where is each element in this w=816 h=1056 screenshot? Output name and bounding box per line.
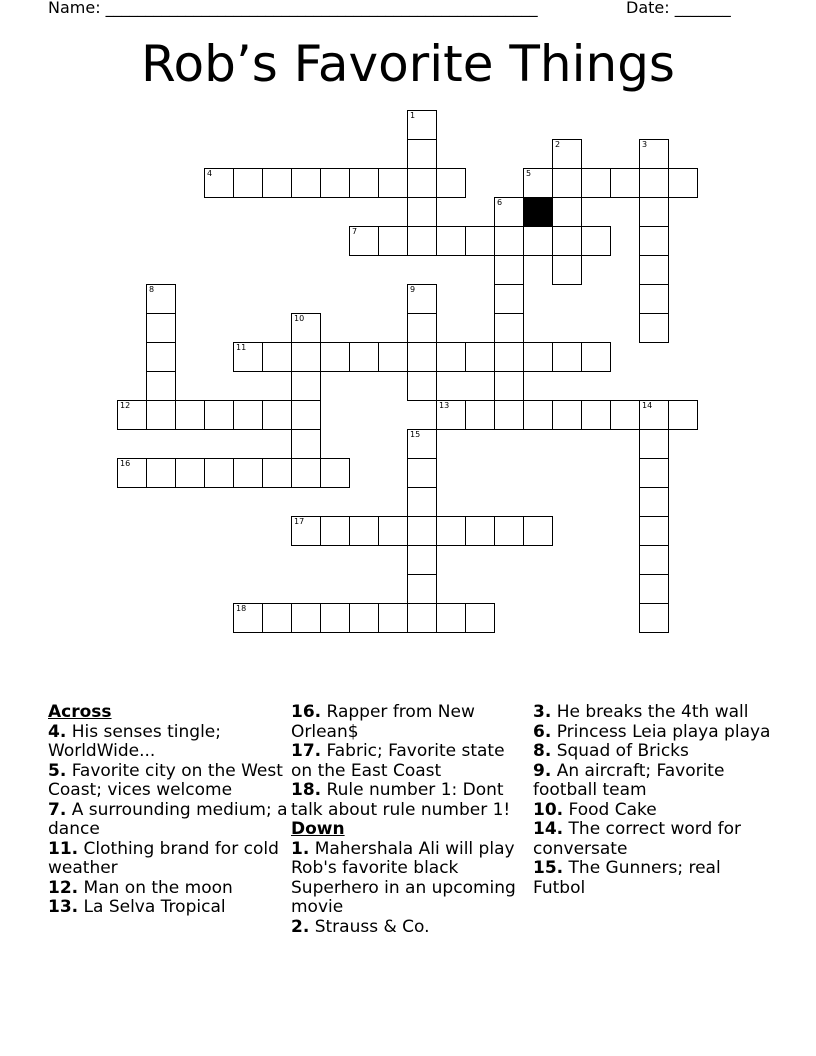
grid-cell[interactable] (233, 342, 263, 372)
grid-cell[interactable] (262, 603, 292, 633)
grid-cell[interactable] (639, 197, 669, 227)
grid-cell[interactable] (523, 226, 553, 256)
grid-cell[interactable] (378, 226, 408, 256)
grid-cell[interactable] (436, 603, 466, 633)
grid-cell[interactable] (262, 400, 292, 430)
clue-number: 6. (533, 721, 552, 742)
grid-cell[interactable] (407, 342, 437, 372)
clue-number: 13. (48, 897, 79, 917)
clue-number: 14. (533, 819, 564, 839)
clue-number: 18. (291, 780, 322, 800)
grid-cell[interactable] (378, 168, 408, 198)
grid-cell[interactable] (436, 342, 466, 372)
grid-cell[interactable] (639, 168, 669, 198)
grid-cell[interactable] (407, 197, 437, 227)
grid-cell[interactable] (639, 603, 669, 633)
grid-cell[interactable] (639, 139, 669, 169)
grid-cell[interactable] (436, 400, 466, 430)
grid-cell[interactable] (320, 603, 350, 633)
grid-cell[interactable] (262, 168, 292, 198)
grid-cell[interactable] (407, 545, 437, 575)
grid-cell[interactable] (639, 400, 669, 430)
clue-number: 4 (207, 169, 213, 178)
grid-cell[interactable] (349, 516, 379, 546)
grid-cell[interactable] (146, 284, 176, 314)
clue-number: 1. (291, 838, 310, 859)
grid-cell[interactable] (639, 429, 669, 459)
clue-text: La Selva Tropical (78, 897, 226, 917)
clue-number: 7 (352, 227, 358, 236)
clue (533, 859, 773, 898)
clue-number: 8. (533, 741, 552, 761)
clue-number: 5 (526, 169, 532, 178)
clue-number: 13 (439, 401, 450, 410)
clue (48, 762, 288, 801)
grid-cell[interactable] (320, 458, 350, 488)
clue (533, 820, 773, 859)
grid-cell[interactable] (523, 516, 553, 546)
grid-cell[interactable] (407, 284, 437, 314)
clue (533, 723, 773, 743)
clue (533, 703, 773, 723)
grid-cell[interactable] (291, 342, 321, 372)
clue (533, 742, 773, 762)
grid-cell[interactable] (378, 516, 408, 546)
grid-cell[interactable] (465, 342, 495, 372)
grid-cell[interactable] (407, 371, 437, 401)
grid-cell[interactable] (204, 168, 234, 198)
grid-cell[interactable] (407, 574, 437, 604)
grid-cell[interactable] (320, 516, 350, 546)
clue-number: 1 (410, 111, 416, 120)
grid-cell[interactable] (291, 516, 321, 546)
grid-cell[interactable] (465, 516, 495, 546)
grid-cell[interactable] (146, 342, 176, 372)
grid-cell[interactable] (117, 458, 147, 488)
clue-number: 17 (294, 517, 305, 526)
grid-cell[interactable] (378, 603, 408, 633)
down-clue-list-continued (533, 703, 773, 898)
clue-number: 18 (236, 604, 247, 613)
grid-cell[interactable] (204, 400, 234, 430)
grid-cell[interactable] (494, 226, 524, 256)
grid-cell[interactable] (407, 226, 437, 256)
grid-cell[interactable] (407, 168, 437, 198)
clue-number: 3. (533, 702, 552, 722)
grid-cell[interactable] (552, 226, 582, 256)
grid-cell[interactable] (639, 516, 669, 546)
clue-number: 11. (48, 838, 79, 859)
grid-cell[interactable] (552, 342, 582, 372)
across-clue-list (48, 723, 288, 918)
clue (533, 801, 773, 821)
grid-cell[interactable] (552, 255, 582, 285)
clue (291, 781, 531, 820)
clue-number: 15 (410, 430, 421, 439)
grid-cell[interactable] (262, 458, 292, 488)
grid-cell[interactable] (494, 313, 524, 343)
clue-number: 3 (642, 140, 648, 149)
clue-number: 15. (533, 858, 564, 878)
clue-number: 14 (642, 401, 653, 410)
clue-text: The Gunners; real Futbol (533, 858, 721, 898)
clue-text: Fabric; Favorite state on the East Coast (291, 741, 505, 781)
grid-cell[interactable] (233, 400, 263, 430)
clue-number: 9 (410, 285, 416, 294)
clue-number: 10. (533, 799, 564, 820)
grid-cell[interactable] (639, 574, 669, 604)
clue-text: Rapper from New Orlean$ (291, 702, 475, 742)
clue-text: Strauss & Co. (309, 916, 430, 937)
grid-cell[interactable] (465, 400, 495, 430)
clue-text: Mahershala Ali will play Rob's favorite black Superhero in an upcoming movie (291, 838, 516, 917)
grid-cell[interactable] (436, 226, 466, 256)
clue-number: 16. (291, 702, 322, 722)
clues-column-2 (291, 703, 531, 937)
clue-number: 16 (120, 459, 131, 468)
grid-cell[interactable] (610, 400, 640, 430)
grid-cell[interactable] (436, 168, 466, 198)
down-heading: Down (291, 819, 345, 839)
grid-cell[interactable] (494, 516, 524, 546)
clue-number: 8 (149, 285, 155, 294)
grid-cell[interactable] (610, 168, 640, 198)
clue-number: 11 (236, 343, 247, 352)
across-heading: Across (48, 702, 112, 722)
grid-cell[interactable] (523, 400, 553, 430)
clue (48, 898, 288, 918)
grid-cell[interactable] (233, 168, 263, 198)
grid-cell[interactable] (291, 371, 321, 401)
clue (291, 703, 531, 742)
clue (48, 723, 288, 762)
clue-text: Clothing brand for cold weather (48, 838, 279, 878)
grid-cell[interactable] (639, 226, 669, 256)
grid-cell[interactable] (494, 400, 524, 430)
grid-cell[interactable] (146, 458, 176, 488)
clue-number: 12 (120, 401, 131, 410)
grid-cell[interactable] (175, 400, 205, 430)
grid-cell[interactable] (204, 458, 234, 488)
clue (291, 840, 531, 918)
grid-cell[interactable] (146, 400, 176, 430)
grid-cell[interactable] (639, 255, 669, 285)
clue-number: 4. (48, 721, 67, 742)
grid-cell[interactable] (581, 168, 611, 198)
clue-text: Favorite city on the West Coast; vices welcome (48, 760, 283, 800)
clue-text: The correct word for conversate (533, 819, 742, 859)
grid-cell[interactable] (668, 400, 698, 430)
grid-cell[interactable] (639, 458, 669, 488)
clue-text: Rule number 1: Dont talk about rule number 1! (291, 780, 511, 820)
clue-text: His senses tingle; WorldWide... (48, 721, 221, 761)
grid-cell[interactable] (175, 458, 205, 488)
grid-cell[interactable] (291, 400, 321, 430)
grid-cell[interactable] (581, 226, 611, 256)
grid-cell[interactable] (320, 168, 350, 198)
grid-cell[interactable] (494, 255, 524, 285)
clue (291, 918, 531, 938)
grid-cell[interactable] (407, 487, 437, 517)
grid-cell[interactable] (378, 342, 408, 372)
grid-cell[interactable] (407, 313, 437, 343)
clue-text: Food Cake (563, 799, 657, 820)
clue-number: 2. (291, 916, 310, 937)
puzzle-title: Rob’s Favorite Things (141, 35, 675, 93)
grid-cell[interactable] (291, 313, 321, 343)
clue-text: Squad of Bricks (551, 741, 689, 761)
grid-cell[interactable] (291, 458, 321, 488)
grid-cell[interactable] (291, 429, 321, 459)
clue-number: 10 (294, 314, 305, 323)
grid-cell[interactable] (146, 313, 176, 343)
grid-cell[interactable] (552, 197, 582, 227)
grid-cell[interactable] (349, 342, 379, 372)
grid-cell[interactable] (146, 371, 176, 401)
clue-text: Princess Leia playa playa (551, 721, 771, 742)
grid-cell[interactable] (407, 110, 437, 140)
grid-cell[interactable] (291, 168, 321, 198)
clue-number: 9. (533, 760, 552, 781)
grid-cell[interactable] (117, 400, 147, 430)
clue (48, 840, 288, 879)
clue (533, 762, 773, 801)
grid-cell[interactable] (494, 197, 524, 227)
grid-cell[interactable] (407, 458, 437, 488)
grid-cell[interactable] (349, 226, 379, 256)
clue (48, 879, 288, 899)
down-clue-list (291, 840, 531, 938)
clue-text: A surrounding medium; a dance (48, 799, 288, 839)
grid-cell[interactable] (407, 429, 437, 459)
clue (48, 801, 288, 840)
grid-cell[interactable] (552, 400, 582, 430)
grid-cell[interactable] (639, 487, 669, 517)
clues-column-3 (533, 703, 773, 898)
grid-cell[interactable] (639, 313, 669, 343)
clue (291, 742, 531, 781)
grid-cell[interactable] (494, 342, 524, 372)
clue-number: 17. (291, 741, 322, 761)
grid-cell[interactable] (320, 342, 350, 372)
across-clue-list-continued (291, 703, 531, 820)
grid-cell[interactable] (349, 168, 379, 198)
grid-cell[interactable] (668, 168, 698, 198)
grid-cell[interactable] (436, 516, 466, 546)
clue-text: Man on the moon (78, 877, 233, 898)
grid-cell[interactable] (494, 284, 524, 314)
grid-cell[interactable] (233, 458, 263, 488)
grid-cell[interactable] (465, 226, 495, 256)
grid-cell[interactable] (407, 139, 437, 169)
grid-cell[interactable] (291, 603, 321, 633)
clue-number: 2 (555, 140, 561, 149)
clue-number: 7. (48, 799, 67, 820)
clue-number: 6 (497, 198, 503, 207)
grid-cell[interactable] (639, 284, 669, 314)
grid-cell[interactable] (639, 545, 669, 575)
grid-cell[interactable] (523, 342, 553, 372)
clue-text: An aircraft; Favorite football team (533, 760, 725, 800)
clue-number: 12. (48, 877, 79, 898)
clues-column-1 (48, 703, 288, 918)
grid-cell[interactable] (494, 371, 524, 401)
grid-cell[interactable] (407, 516, 437, 546)
grid-cell[interactable] (552, 139, 582, 169)
grid-cell[interactable] (581, 400, 611, 430)
grid-cell[interactable] (465, 603, 495, 633)
grid-cell[interactable] (581, 342, 611, 372)
grid-cell[interactable] (523, 168, 553, 198)
grid-cell[interactable] (262, 342, 292, 372)
grid-cell[interactable] (349, 603, 379, 633)
grid-cell[interactable] (552, 168, 582, 198)
grid-cell[interactable] (233, 603, 263, 633)
name-field[interactable]: Name: ______________________________________________________ (48, 0, 538, 17)
clue-number: 5. (48, 760, 67, 781)
grid-block (523, 197, 553, 227)
date-field[interactable]: Date: _______ (626, 0, 731, 17)
clue-text: He breaks the 4th wall (551, 702, 749, 722)
grid-cell[interactable] (407, 603, 437, 633)
